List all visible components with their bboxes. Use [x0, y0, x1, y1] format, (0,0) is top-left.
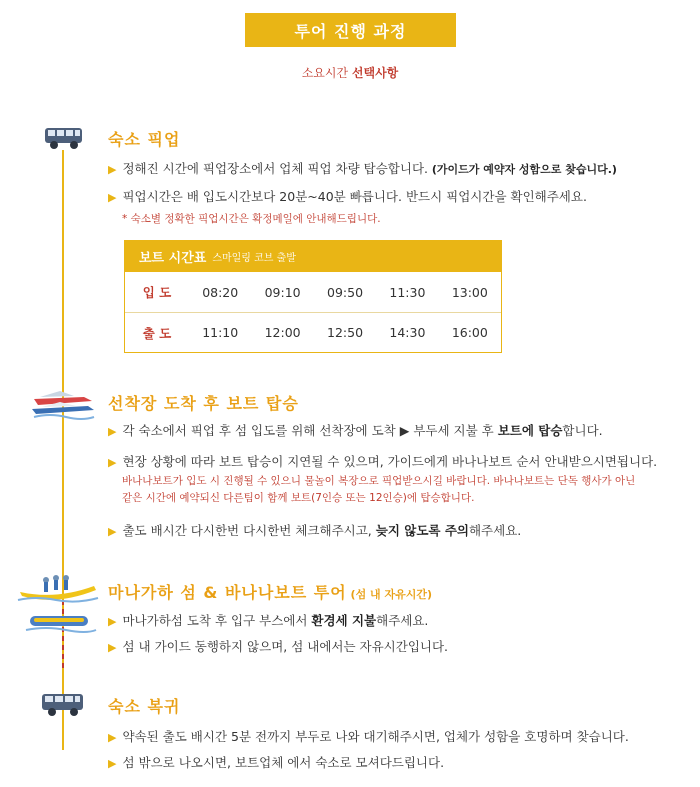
- boat-note-line-1: 바나나보트가 입도 시 진행될 수 있으니 물놀이 복장으로 픽업받으시길 바랍니다. 바나나보트는 단독 행사가 아닌: [122, 475, 636, 487]
- timetable-subtitle: 스마일링 코브 출발: [212, 253, 296, 264]
- section-title-boat: 선착장 도착 후 보트 탑승: [108, 394, 299, 413]
- page-title: 투어 진행 과정: [245, 13, 456, 47]
- island-bullet-1: ▶ 마나가하섬 도착 후 입구 부스에서 환경세 지불해주세요.: [108, 613, 429, 628]
- pickup-note: * 숙소별 정확한 픽업시간은 확정메일에 안내해드립니다.: [122, 213, 381, 225]
- timetable-title: 보트 시간표: [139, 251, 207, 266]
- section-title-return: 숙소 복귀: [108, 697, 181, 716]
- time-cell: 12:00: [264, 325, 301, 340]
- van-icon: [41, 691, 85, 719]
- time-cell: 14:30: [389, 325, 426, 340]
- time-cell: 08:20: [202, 284, 239, 300]
- time-cell: 09:50: [327, 284, 364, 300]
- arrow-icon: ▶: [108, 525, 117, 538]
- return-bullet-2: ▶ 섬 밖으로 나오시면, 보트업체 에서 숙소로 모셔다드립니다.: [108, 755, 445, 770]
- arrow-icon: ▶: [108, 641, 117, 654]
- page-subtitle: [0, 64, 700, 81]
- return-bullet-1: ▶ 약속된 출도 배시간 5분 전까지 부두로 나와 대기해주시면, 업체가 성함을 호명하며 찾습니다.: [108, 729, 629, 744]
- arrow-icon: ▶: [108, 731, 117, 744]
- arrow-icon: ▶: [108, 757, 117, 770]
- arrow-icon: ▶: [108, 456, 117, 469]
- timetable-row-in: [125, 272, 501, 312]
- subtitle-normal: 소요시간: [301, 66, 352, 80]
- row-label: 입 도: [142, 285, 172, 300]
- boat-note: [122, 473, 682, 507]
- boat-bullet-3: ▶ 출도 배시간 다시한번 다시한번 체크해주시고, 늦지 않도록 주의해주세요.: [108, 523, 522, 538]
- time-cell: 11:30: [389, 284, 426, 300]
- arrow-icon: ▶: [108, 615, 117, 628]
- banana-boat-icon: [16, 566, 100, 638]
- time-cell: 12:50: [327, 325, 364, 340]
- speedboat-icon: [30, 387, 96, 421]
- subtitle-bold: 선택사항: [351, 66, 399, 80]
- arrow-icon: ▶: [108, 191, 117, 204]
- boat-timetable: [124, 240, 502, 353]
- time-cell: 09:10: [264, 284, 301, 300]
- boat-bullet-1: ▶ 각 숙소에서 픽업 후 섬 입도를 위해 선착장에 도착 ▶ 부두세 지불 후 보트에 탑승합니다.: [108, 423, 603, 438]
- van-icon: [44, 125, 84, 151]
- time-cell: 13:00: [451, 284, 488, 300]
- section-title-island: 마나가하 섬 & 바나나보트 투어 (섬 내 자유시간): [108, 583, 433, 602]
- island-bullet-2: ▶ 섬 내 가이드 동행하지 않으며, 섬 내에서는 자유시간입니다.: [108, 639, 449, 654]
- row-label: 출 도: [142, 325, 172, 341]
- pickup-bullet-1: ▶ 정해진 시간에 픽업장소에서 업체 픽업 차량 탑승합니다. (가이드가 예약자 성함으로 찾습니다.): [108, 161, 617, 176]
- timetable-header: [125, 241, 501, 272]
- time-cell: 16:00: [451, 325, 488, 340]
- boat-bullet-2: ▶ 현장 상황에 따라 보트 탑승이 지연될 수 있으며, 가이드에게 바나나보트 순서 안내받으시면됩니다.: [108, 454, 658, 469]
- section-title-pickup: 숙소 픽업: [108, 130, 181, 149]
- time-cell: 11:10: [202, 325, 239, 340]
- pickup-bullet-2: ▶ 픽업시간은 배 입도시간보다 20분~40분 빠릅니다. 반드시 픽업시간을 확인해주세요.: [108, 189, 587, 204]
- arrow-icon: ▶: [108, 163, 117, 176]
- arrow-icon: ▶: [108, 425, 117, 438]
- timetable-row-out: [125, 312, 501, 352]
- boat-note-line-2: 같은 시간에 예약되신 다른팀이 함께 보트(7인승 또는 12인승)에 탑승합니다.: [122, 492, 475, 504]
